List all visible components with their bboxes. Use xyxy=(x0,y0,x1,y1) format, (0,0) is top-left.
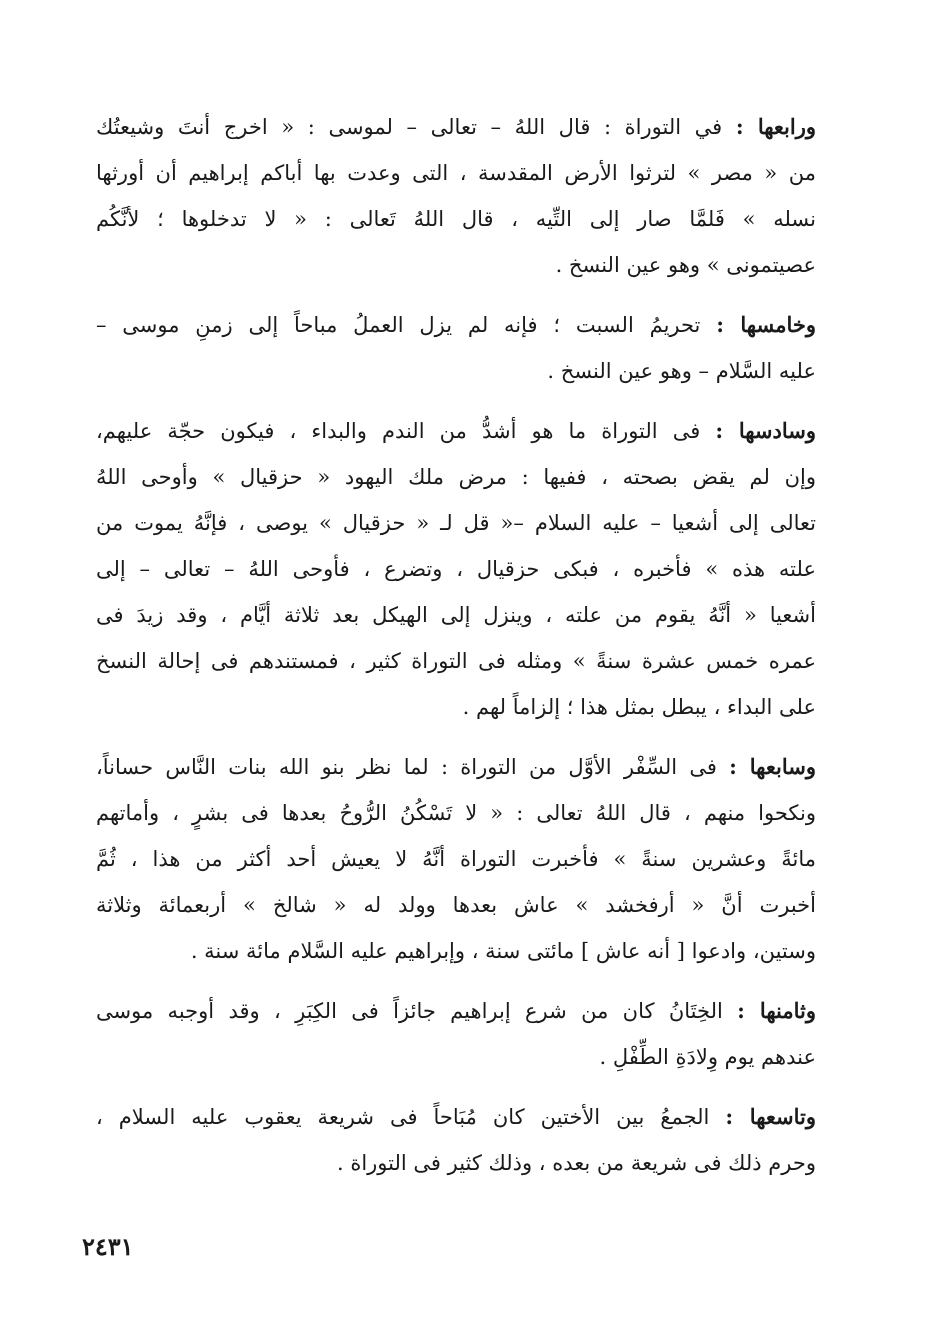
text-line: مائةً وعشرين سنةً » فأخبرت التوراة أنَّهُ لا يعيش أحد أكثر من هذا ، ثُمَّ xyxy=(96,847,816,871)
body-text xyxy=(96,104,816,1200)
text-line: عصيتمونى » وهو عين النسخ . xyxy=(555,253,816,277)
text-line: عمره خمس عشرة سنةً » ومثله فى التوراة كثير ، فمستندهم فى إحالة النسخ xyxy=(96,649,816,673)
paragraph-ninth xyxy=(96,1094,816,1186)
paragraph-lead: وسادسها : xyxy=(715,418,816,443)
paragraph-lead: وتاسعها : xyxy=(725,1104,816,1129)
text-line: وثامنها : الخِتَانُ كان من شرع إبراهيم جائزاً فى الكِبَرِ ، وقد أوجبه موسى xyxy=(96,998,816,1023)
text-line: على البداء ، يبطل بمثل هذا ؛ إلزاماً لهم . xyxy=(462,695,816,719)
paragraph-lead: وثامنها : xyxy=(737,998,816,1023)
text-line: عندهم يوم وِلادَةِ الطِّفْلِ . xyxy=(599,1045,816,1069)
text-line: ونكحوا منهم ، قال اللهُ تعالى : « لا تَسْكُنُ الرُّوحُ بعدها فى بشرٍ ، وأماتهم xyxy=(96,801,816,825)
text-line: وسابعها : فى السِّفْر الأوَّل من التوراة : لما نظر بنو الله بنات النَّاس حساناً، xyxy=(96,754,816,779)
page-number: ٢٤٣١ xyxy=(82,1232,134,1261)
text-line: ورابعها : في التوراة : قال اللهُ – تعالى – لموسى : « اخرج أنتَ وشيعتُك xyxy=(96,114,816,139)
text-line: نسله » فَلمَّا صار إلى التِّيه ، قال اللهُ تَعالى : « لا تدخلوها ؛ لأنَّكُم xyxy=(96,207,816,231)
text-line: عليه السَّلام – وهو عين النسخ . xyxy=(547,359,816,383)
text-line: وستين، وادعوا [ أنه عاش ] مائتى سنة ، وإبراهيم عليه السَّلام مائة سنة . xyxy=(190,939,816,963)
paragraph-fourth xyxy=(96,104,816,288)
paragraph-sixth xyxy=(96,408,816,730)
text-line: من « مصر » لترثوا الأرض المقدسة ، التى وعدت بها أباكم إبراهيم أن أورثها xyxy=(96,161,816,185)
paragraph-eighth xyxy=(96,988,816,1080)
text-line: أخبرت أنَّ « أرفخشد » عاش بعدها وولد له « شالخ » أربعمائة وثلاثة xyxy=(96,893,816,917)
paragraph-lead: وسابعها : xyxy=(729,754,816,779)
paragraph-fifth xyxy=(96,302,816,394)
text-line: وتاسعها : الجمعُ بين الأختين كان مُبَاحاً فى شريعة يعقوب عليه السلام ، xyxy=(96,1104,816,1129)
text-line: تعالى إلى أشعيا – عليه السلام –« قل لـ « حزقيال » يوصى ، فإنَّهُ يموت من xyxy=(96,511,816,535)
paragraph-lead: وخامسها : xyxy=(716,312,816,337)
text-line: وخامسها : تحريمُ السبت ؛ فإنه لم يزل العملُ مباحاً إلى زمنِ موسى – xyxy=(96,312,816,337)
text-line: وحرم ذلك فى شريعة من بعده ، وذلك كثير فى التوراة . xyxy=(336,1151,816,1175)
text-line: وإن لم يقض بصحته ، ففيها : مرض ملك اليهود « حزقيال » وأوحى اللهُ xyxy=(96,465,816,489)
text-line: أشعيا « أنَّهُ يقوم من علته ، وينزل إلى الهيكل بعد ثلاثة أيَّام ، وقد زيدَ فى xyxy=(96,603,816,627)
paragraph-lead: ورابعها : xyxy=(735,114,816,139)
text-line: وسادسها : فى التوراة ما هو أشدُّ من الندم والبداء ، فيكون حجّة عليهم، xyxy=(96,418,816,443)
paragraph-seventh xyxy=(96,744,816,974)
text-line: علته هذه » فأخبره ، فبكى حزقيال ، وتضرع ، فأوحى اللهُ – تعالى – إلى xyxy=(96,557,816,581)
